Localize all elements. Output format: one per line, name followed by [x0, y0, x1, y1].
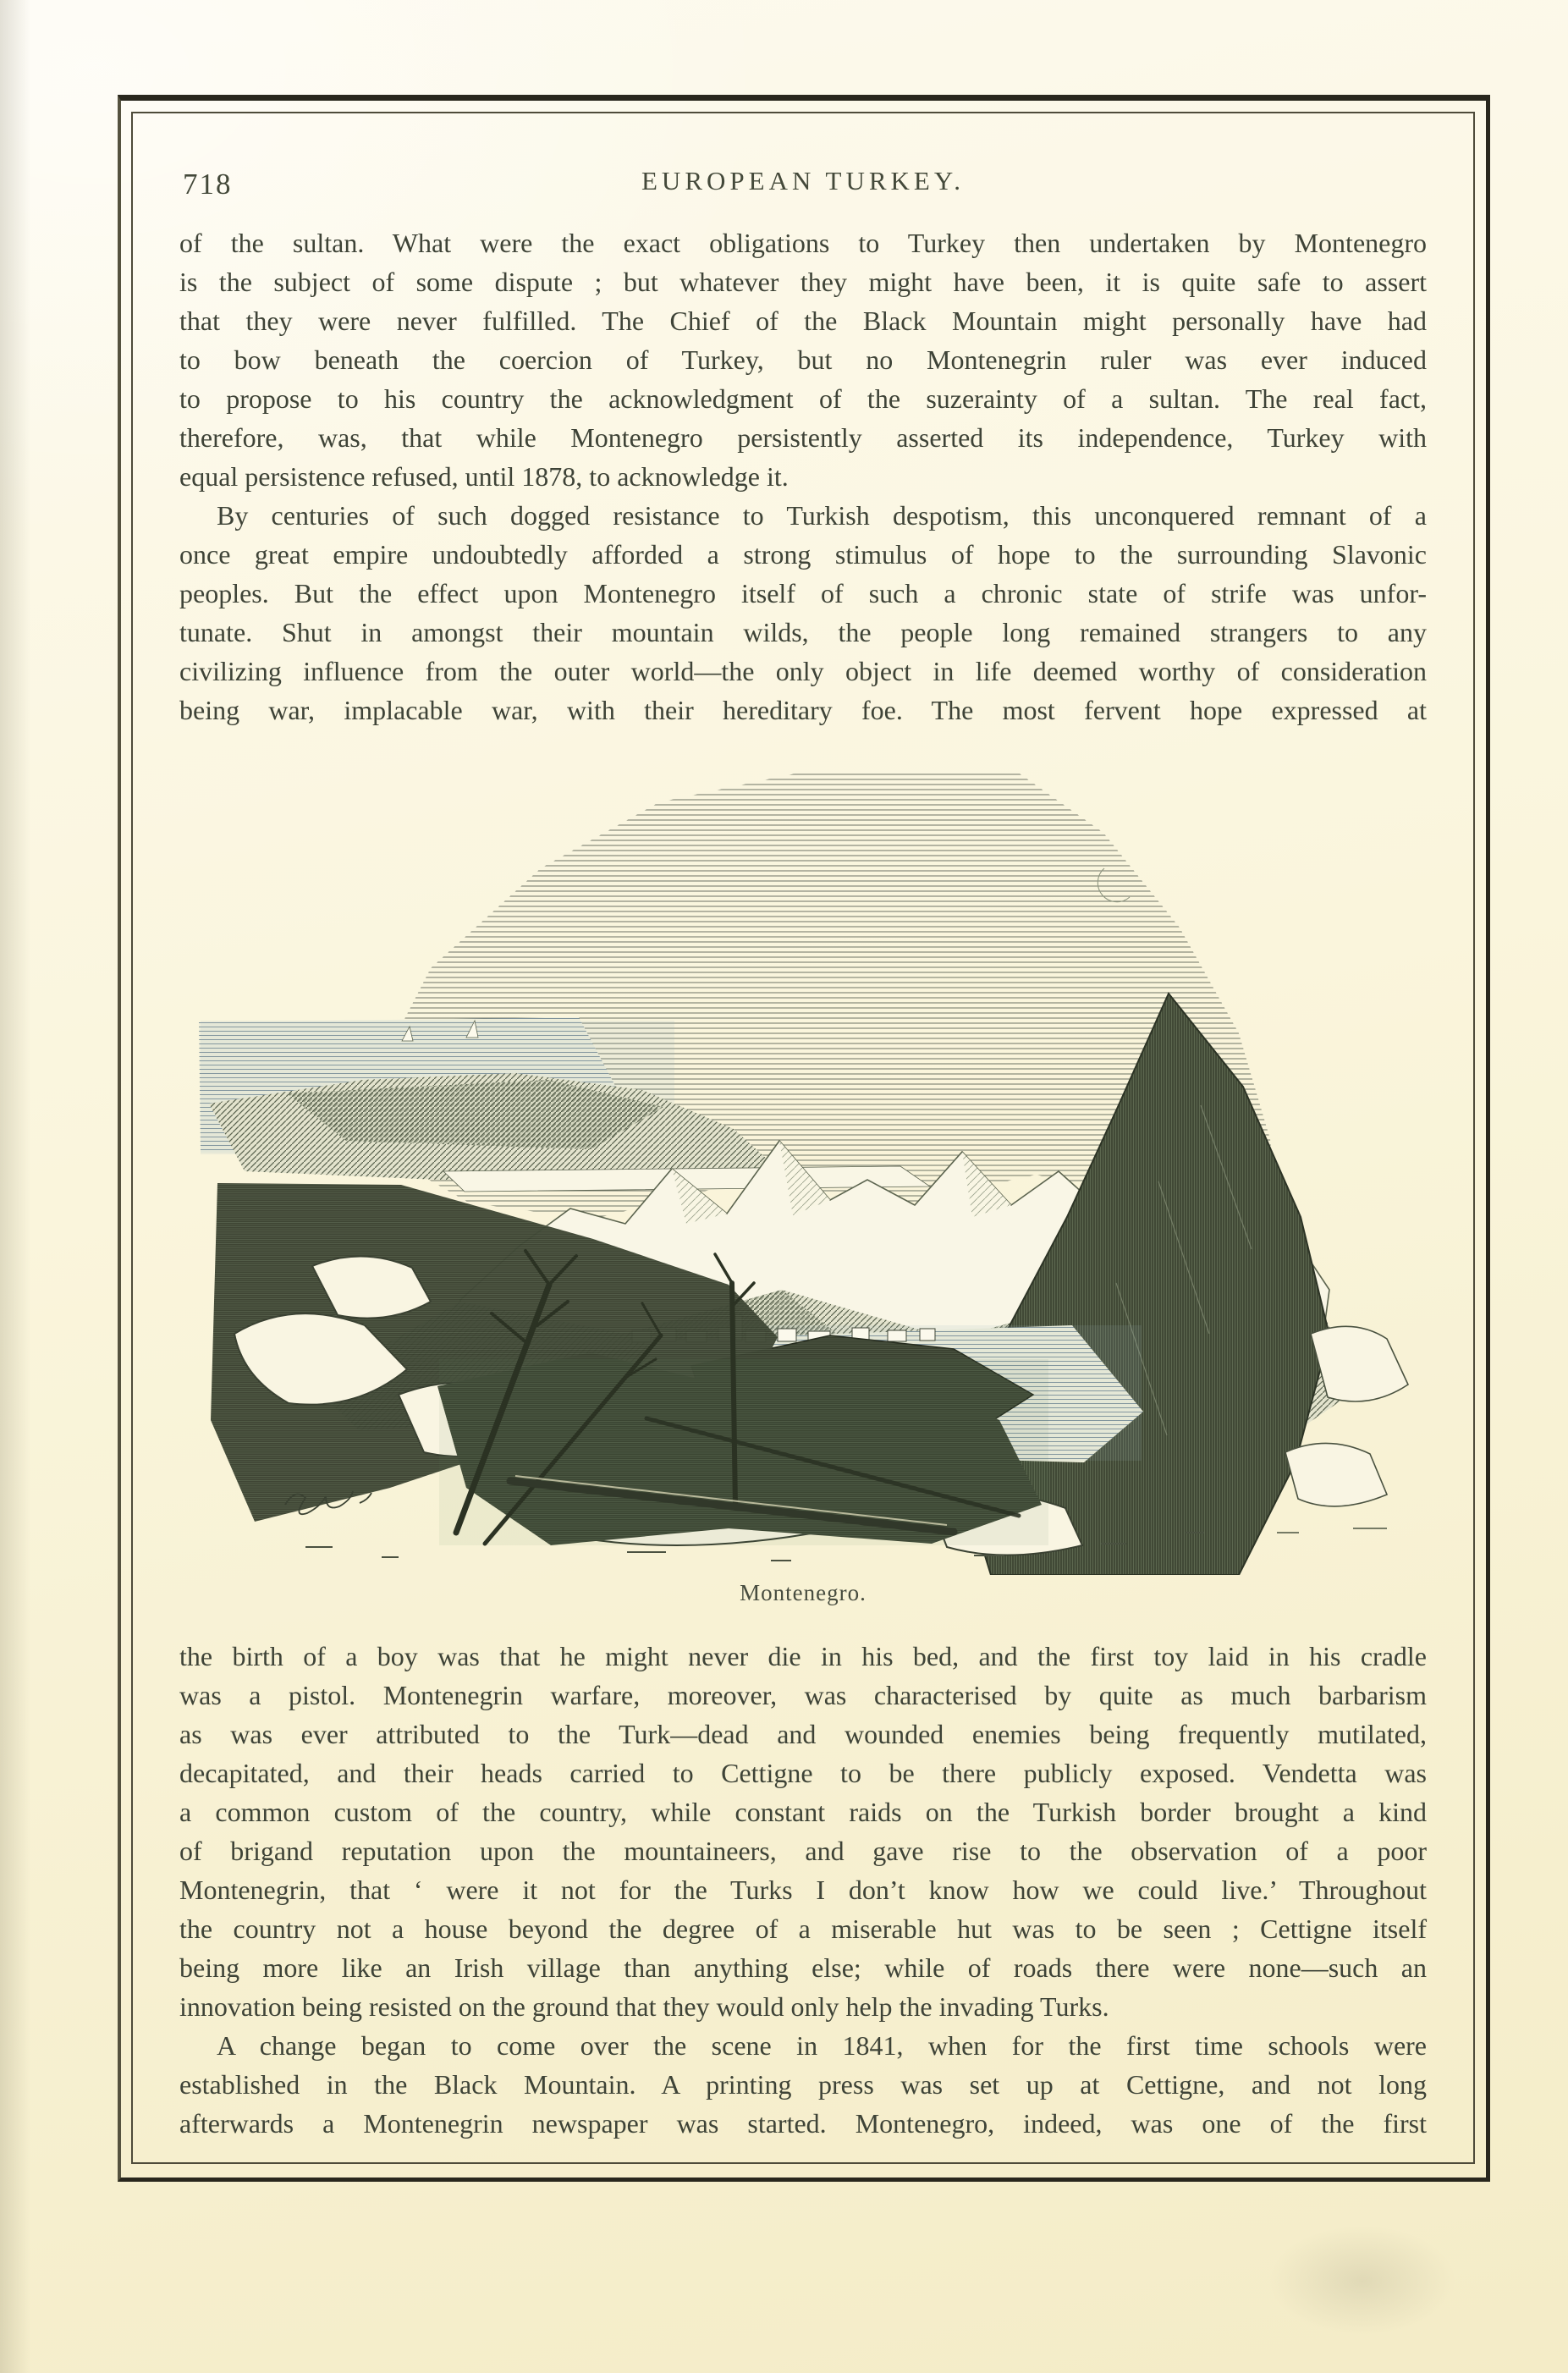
text-line: being war, implacable war, with their hereditary foe. The most fervent hope expressed at — [179, 695, 1427, 725]
page-border-inner-rule — [131, 112, 1475, 2164]
foreground-dark-tangle — [437, 1352, 1048, 1545]
montenegro-engraving — [185, 741, 1421, 1606]
text-line: innovation being resisted on the ground that they would only help the invading Turks. — [179, 1991, 1109, 2022]
figure-caption: Montenegro. — [740, 1580, 867, 1605]
text-line: once great empire undoubtedly afforded a strong stimulus of hope to the surrounding Slavonic — [179, 539, 1427, 570]
paragraph-2 — [179, 496, 1427, 730]
page-number: 718 — [183, 168, 233, 201]
text-line: tunate. Shut in amongst their mountain wilds, the people long remained strangers to any — [179, 617, 1427, 647]
text-line: the country not a house beyond the degree of a miserable hut was to be seen ; Cettigne itself — [179, 1913, 1427, 1944]
scan-smudge — [1269, 2226, 1455, 2336]
text-line: of brigand reputation upon the mountaineers, and gave rise to the observation of a poor — [179, 1836, 1427, 1866]
text-line: equal persistence refused, until 1878, to acknowledge it. — [179, 461, 789, 492]
page-content — [133, 113, 1473, 2162]
text-line: was a pistol. Montenegrin warfare, moreover, was characterised by quite as much barbarism — [179, 1680, 1427, 1710]
text-line: A change began to come over the scene in 1841, when for the first time schools were — [217, 2030, 1427, 2061]
engraving-canvas — [185, 741, 1421, 1575]
paragraph-1 — [179, 223, 1427, 496]
text-line: By centuries of such dogged resistance to Turkish despotism, this unconquered remnant of a — [217, 500, 1427, 531]
text-line: therefore, was, that while Montenegro persistently asserted its independence, Turkey with — [179, 422, 1427, 453]
page-border-frame — [118, 95, 1490, 2182]
text-line: being more like an Irish village than anything else; while of roads there were none—such an — [179, 1952, 1427, 1983]
text-line: to propose to his country the acknowledgment of the suzerainty of a sultan. The real fact, — [179, 383, 1427, 414]
text-line: Montenegrin, that ‘ were it not for the Turks I don’t know how we could live.’ Throughout — [179, 1875, 1427, 1905]
text-line: peoples. But the effect upon Montenegro itself of such a chronic state of strife was unfor- — [179, 578, 1427, 608]
text-block-upper — [179, 223, 1427, 730]
page-gutter-shadow — [0, 0, 30, 2373]
text-line: the birth of a boy was that he might never die in his bed, and the first toy laid in his cradle — [179, 1641, 1427, 1671]
text-line: afterwards a Montenegrin newspaper was started. Montenegro, indeed, was one of the first — [179, 2108, 1427, 2139]
text-line: a common custom of the country, while constant raids on the Turkish border brought a kind — [179, 1797, 1427, 1827]
paragraph-4 — [179, 2026, 1427, 2143]
text-line: civilizing influence from the outer world—the only object in life deemed worthy of consideration — [179, 656, 1427, 686]
text-line: to bow beneath the coercion of Turkey, but no Montenegrin ruler was ever induced — [179, 344, 1427, 375]
text-line: is the subject of some dispute ; but whatever they might have been, it is quite safe to assert — [179, 267, 1427, 297]
running-head — [179, 166, 1427, 203]
text-line: as was ever attributed to the Turk—dead and wounded enemies being frequently mutilated, — [179, 1719, 1427, 1749]
text-line: decapitated, and their heads carried to Cettigne to be there publicly exposed. Vendetta was — [179, 1758, 1427, 1788]
running-title: EUROPEAN TURKEY. — [641, 166, 965, 195]
text-line: that they were never fulfilled. The Chief of the Black Mountain might personally have had — [179, 306, 1427, 336]
text-block-lower — [179, 1637, 1427, 2143]
paragraph-3 — [179, 1637, 1427, 2026]
text-line: established in the Black Mountain. A printing press was set up at Cettigne, and not long — [179, 2069, 1427, 2100]
text-line: of the sultan. What were the exact obligations to Turkey then undertaken by Montenegro — [179, 228, 1427, 258]
